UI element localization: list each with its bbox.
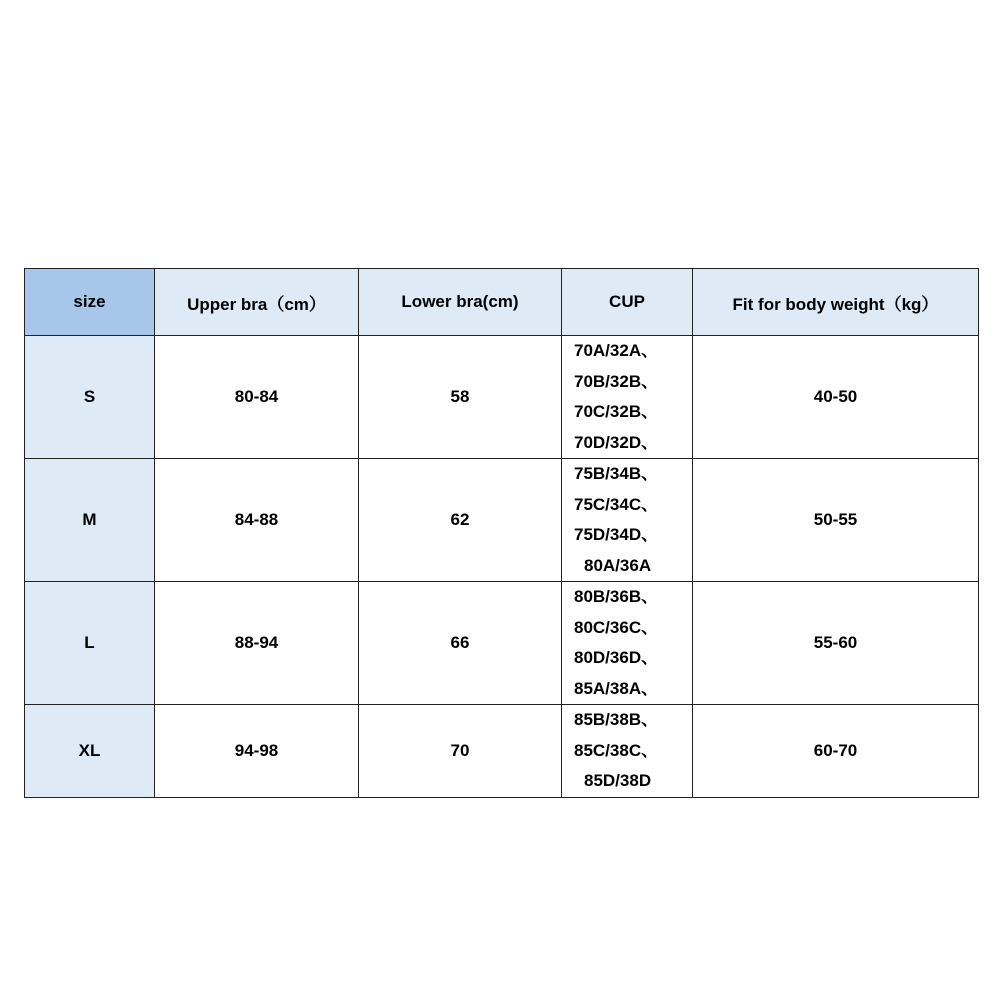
cup-value: 70A/32A、 <box>574 341 659 360</box>
cup-value: 80B/36B、 <box>574 587 659 606</box>
body-weight-cell: 60-70 <box>693 705 979 798</box>
cup-cell <box>562 705 693 798</box>
lower-bra-cell: 66 <box>359 582 562 705</box>
cup-value: 70B/32B、 <box>574 371 659 391</box>
table-row <box>25 582 979 705</box>
header-size: size <box>25 269 155 336</box>
size-cell: S <box>25 336 155 459</box>
cup-cell <box>562 582 693 705</box>
cup-value: 75C/34C、 <box>574 494 659 514</box>
cup-value: 85C/38C、 <box>574 740 659 760</box>
table-row <box>25 705 979 798</box>
lower-bra-cell: 58 <box>359 336 562 459</box>
cup-value: 85D/38D <box>584 771 652 791</box>
table-row <box>25 336 979 459</box>
lower-bra-cell: 62 <box>359 459 562 582</box>
body-weight-cell: 50-55 <box>693 459 979 582</box>
size-cell: XL <box>25 705 155 798</box>
cup-cell <box>562 336 693 459</box>
lower-bra-cell: 70 <box>359 705 562 798</box>
cup-value: 80C/36C、 <box>574 617 659 637</box>
size-cell: M <box>25 459 155 582</box>
cup-value: 85B/38B、 <box>574 710 659 730</box>
cup-value: 85A/38A、 <box>574 678 659 698</box>
cup-value: 80A/36A <box>584 555 652 575</box>
cup-value: 70C/32B、 <box>574 402 659 421</box>
upper-bra-cell: 84-88 <box>155 459 359 582</box>
header-upper-bra: Upper bra（cm） <box>155 269 359 336</box>
cup-value: 80D/36D、 <box>574 648 659 667</box>
cup-cell <box>562 459 693 582</box>
cup-value: 70D/32D、 <box>574 432 659 452</box>
header-body-weight: Fit for body weight（kg） <box>693 269 979 336</box>
body-weight-cell: 40-50 <box>693 336 979 459</box>
cup-value: 75D/34D、 <box>574 525 659 544</box>
table-header-row <box>25 269 979 336</box>
upper-bra-cell: 94-98 <box>155 705 359 798</box>
cup-value: 75B/34B、 <box>574 464 659 483</box>
upper-bra-cell: 88-94 <box>155 582 359 705</box>
table-row <box>25 459 979 582</box>
header-lower-bra: Lower bra(cm) <box>359 269 562 336</box>
size-chart-table <box>24 268 979 798</box>
header-cup: CUP <box>562 269 693 336</box>
upper-bra-cell: 80-84 <box>155 336 359 459</box>
body-weight-cell: 55-60 <box>693 582 979 705</box>
size-cell: L <box>25 582 155 705</box>
